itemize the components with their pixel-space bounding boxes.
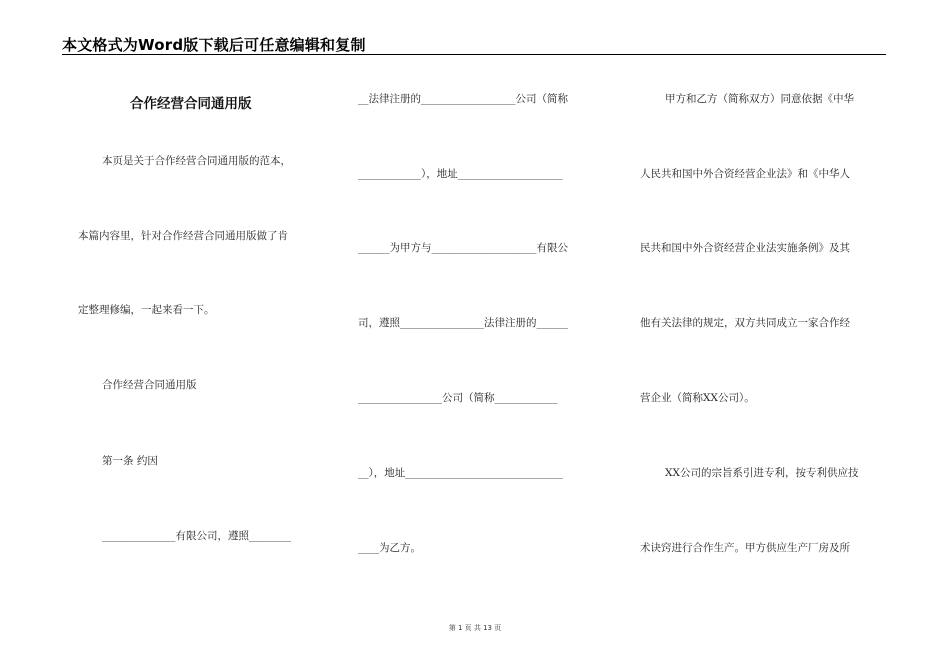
col2-line-4: 司，遵照________________法律注册的______ [358,317,568,329]
document-header: 本文格式为Word版下载后可任意编辑和复制 [62,36,366,54]
document-title: 合作经营合同通用版 [130,96,252,112]
col1-line-6: ______________有限公司，遵照________ [102,530,291,542]
col2-line-2: ____________），地址____________________ [358,168,563,180]
col1-line-5: 第一条 约因 [102,455,158,467]
col2-line-3: ______为甲方与____________________有限公 [358,242,568,254]
col2-line-5: ________________公司（简称____________ [358,392,558,404]
page-number: 第 1 页 共 13 页 [448,624,502,632]
header-divider [62,54,886,55]
col3-line-4: 他有关法律的规定，双方共同成立一家合作经 [640,317,850,329]
col3-line-5: 营企业（简称XX公司）。 [640,392,755,404]
col1-line-4: 合作经营合同通用版 [102,379,197,391]
col3-line-2: 人民共和国中外合资经营企业法》和《中华人 [640,168,850,180]
col3-line-3: 民共和国中外合资经营企业法实施条例》及其 [640,242,850,254]
col2-line-6: __），地址______________________________ [358,467,563,479]
col1-line-2: 本篇内容里，针对合作经营合同通用版做了肯 [78,230,288,242]
col2-line-1: __法律注册的__________________公司（简称 [358,93,568,105]
col3-line-7: 术诀窍进行合作生产。甲方供应生产厂房及所 [640,542,850,554]
col3-line-6: XX公司的宗旨系引进专利，按专利供应技 [665,467,859,479]
col3-line-1: 甲方和乙方（简称双方）同意依据《中华 [665,93,854,105]
col2-line-7: ____为乙方。 [358,542,421,554]
col1-line-1: 本页是关于合作经营合同通用版的范本， [102,155,291,167]
col1-line-3: 定整理修编，一起来看一下。 [78,304,215,316]
